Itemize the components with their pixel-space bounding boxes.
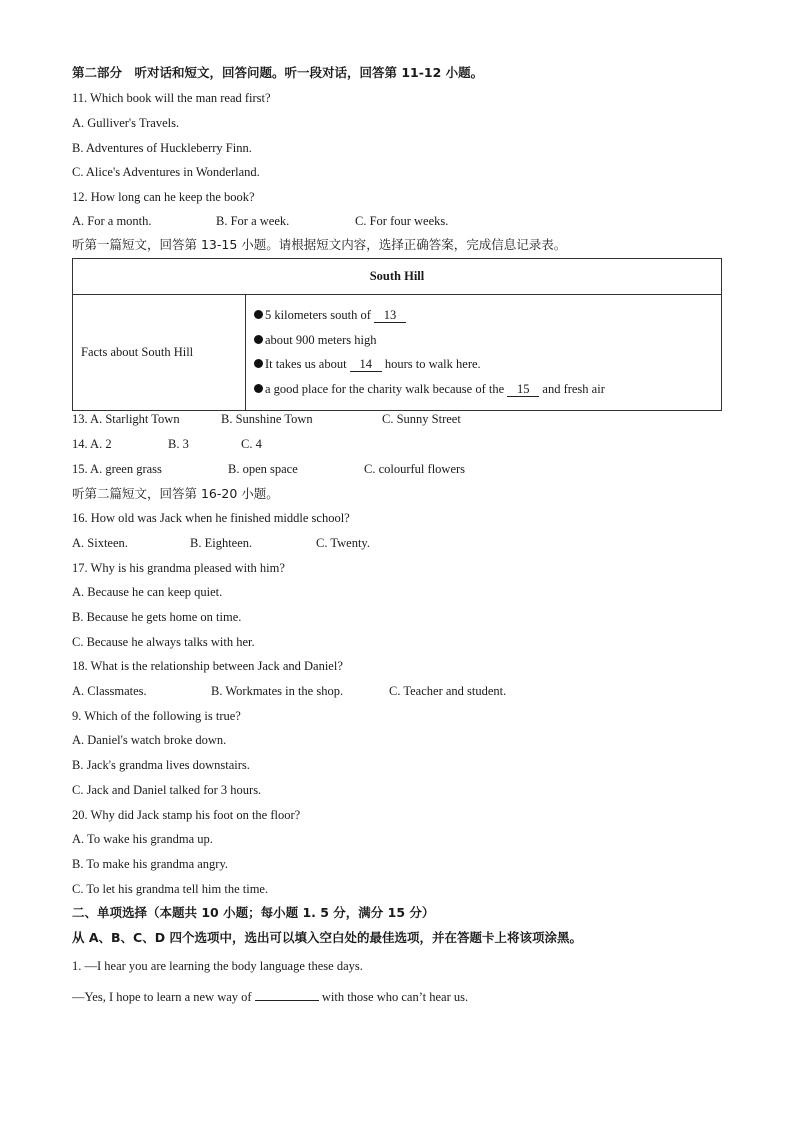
section2-heading: 二、单项选择（本题共 10 小题；每小题 1. 5 分，满分 15 分）: [72, 905, 435, 920]
q17-option-c: C. Because he always talks with her.: [72, 635, 255, 649]
fact-height: about 900 meters high: [254, 328, 721, 353]
q12-options: [72, 213, 449, 229]
q19-option-b: B. Jack's grandma lives downstairs.: [72, 758, 250, 772]
passage1-intro: 听第一篇短文，回答第 13-15 小题。请根据短文内容，选择正确答案，完成信息记录表。: [72, 237, 567, 252]
q11-option-c: C. Alice's Adventures in Wonderland.: [72, 165, 260, 179]
q12-option-b: B. For a week.: [216, 214, 290, 228]
q12-option-c: C. For four weeks.: [355, 214, 449, 228]
q16-options: [72, 535, 370, 551]
blank-13: 13: [374, 309, 406, 323]
q20-option-c: C. To let his grandma tell him the time.: [72, 882, 269, 896]
q1-line1: 1. —I hear you are learning the body language these days.: [72, 959, 363, 973]
south-hill-info-table: [72, 258, 722, 411]
q19-option-a: A. Daniel's watch broke down.: [72, 733, 227, 747]
blank-14: 14: [350, 358, 382, 372]
passage2-intro: 听第二篇短文，回答第 16-20 小题。: [72, 486, 279, 501]
q13-option-a: 13. A. Starlight Town: [72, 412, 180, 426]
q16-stem: 16. How old was Jack when he finished middle school?: [72, 511, 350, 525]
part2-heading: 第二部分 听对话和短文，回答问题。听一段对话，回答第 11-12 小题。: [72, 65, 484, 80]
table-row-label: Facts about South Hill: [73, 295, 246, 411]
table-facts-cell: [246, 295, 722, 411]
q12-stem: 12. How long can he keep the book?: [72, 190, 255, 204]
q18-option-a: A. Classmates.: [72, 684, 147, 698]
q20-stem: 20. Why did Jack stamp his foot on the floor?: [72, 808, 301, 822]
q13-option-b: B. Sunshine Town: [221, 412, 313, 426]
q15-option-c: C. colourful flowers: [364, 462, 466, 476]
q14-option-a: 14. A. 2: [72, 437, 112, 451]
bullet-icon: [254, 384, 263, 393]
q18-option-b: B. Workmates in the shop.: [211, 684, 344, 698]
q12-option-a: A. For a month.: [72, 214, 152, 228]
section2-instruction: 从 A、B、C、D 四个选项中，选出可以填入空白处的最佳选项，并在答题卡上将该项涂黑。: [72, 930, 582, 945]
q19-stem: 9. Which of the following is true?: [72, 709, 241, 723]
q16-option-c: C. Twenty.: [316, 536, 370, 550]
q16-option-b: B. Eighteen.: [190, 536, 253, 550]
q17-stem: 17. Why is his grandma pleased with him?: [72, 561, 285, 575]
q14-options: [72, 436, 262, 452]
q13-options: [72, 411, 461, 427]
q14-option-c: C. 4: [241, 437, 262, 451]
q18-option-c: C. Teacher and student.: [389, 684, 507, 698]
q18-stem: 18. What is the relationship between Jack and Daniel?: [72, 659, 343, 673]
fact-walk-time: It takes us about 14 hours to walk here.: [254, 352, 721, 377]
q20-option-b: B. To make his grandma angry.: [72, 857, 229, 871]
q17-option-b: B. Because he gets home on time.: [72, 610, 242, 624]
table-title: South Hill: [73, 259, 722, 295]
q11-option-b: B. Adventures of Huckleberry Finn.: [72, 141, 252, 155]
bullet-icon: [254, 359, 263, 368]
q11-stem: 11. Which book will the man read first?: [72, 91, 271, 105]
q15-option-b: B. open space: [228, 462, 298, 476]
q1-answer-blank: [255, 989, 319, 1001]
q14-option-b: B. 3: [168, 437, 189, 451]
q15-option-a: 15. A. green grass: [72, 462, 162, 476]
q13-option-c: C. Sunny Street: [382, 412, 461, 426]
blank-15: 15: [507, 383, 539, 397]
fact-charity-walk: a good place for the charity walk because of the 15 and fresh air: [254, 377, 721, 402]
bullet-icon: [254, 310, 263, 319]
q20-option-a: A. To wake his grandma up.: [72, 832, 213, 846]
bullet-icon: [254, 335, 263, 344]
q1-line2: —Yes, I hope to learn a new way of with those who can’t hear us.: [72, 990, 469, 1004]
q17-option-a: A. Because he can keep quiet.: [72, 585, 223, 599]
q11-option-a: A. Gulliver's Travels.: [72, 116, 180, 130]
q18-options: [72, 683, 507, 699]
q16-option-a: A. Sixteen.: [72, 536, 128, 550]
q19-option-c: C. Jack and Daniel talked for 3 hours.: [72, 783, 262, 797]
fact-location: 5 kilometers south of 13: [254, 303, 721, 328]
q15-options: [72, 461, 466, 477]
